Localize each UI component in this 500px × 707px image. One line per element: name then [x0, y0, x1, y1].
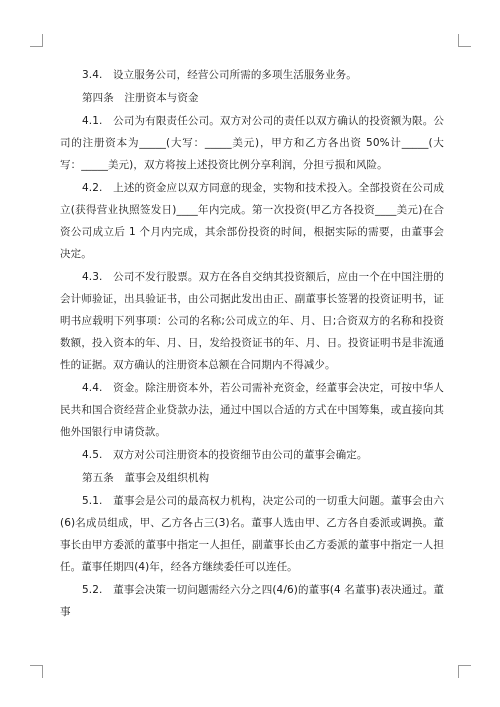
clause-4-2: 4.2. 上述的资金应以双方同意的现金，实物和技术投入。全部投资在公司成立(获得营业执照签发日)____年内完成。第一次投资(甲乙方各投资____美元)在合资公司成立后 1 个月内完成，其余部份投资的时间，根据实际的需要，由董事会决定。 — [60, 182, 444, 260]
crop-mark-bottom-right — [458, 665, 471, 678]
clause-5-1: 5.1. 董事会是公司的最高权力机构，决定公司的一切重大问题。董事会由六(6)名成员组成，甲、乙方各占三(3)名。董事人选由甲、乙方各自委派或调换。董事长由甲方委派的董事中指定一人担任，副董事长由乙方委派的董事中指定一人担任。董事任期四(4)年，经各方继续委任可以连任。 — [60, 495, 444, 573]
article-4-heading: 第四条 注册资本与资金 — [82, 92, 199, 104]
clause-4-1: 4.1. 公司为有限责任公司。双方对公司的责任以双方确认的投资额为限。公司的注册资本为_____(大写：_____美元)，甲方和乙方各出资 50%计_____(大写：_____美元)，双方将按上述投资比例分享利润，分担亏损和风险。 — [60, 115, 444, 171]
clause-4-4: 4.4. 资金。除注册资本外，若公司需补充资金，经董事会决定，可按中华人民共和国合资经营企业贷款办法，通过中国以合适的方式在中国筹集，或直接向其他外国银行申请贷款。 — [60, 382, 444, 438]
article-5-heading: 第五条 董事会及组织机构 — [82, 472, 210, 484]
crop-mark-bottom-left — [30, 665, 43, 678]
document-body — [60, 64, 444, 624]
crop-mark-top-left — [30, 34, 43, 47]
clause-3-4: 3.4. 设立服务公司，经营公司所需的多项生活服务业务。 — [82, 69, 357, 81]
crop-mark-top-right — [458, 34, 471, 47]
clause-4-3: 4.3. 公司不发行股票。双方在各自交纳其投资额后，应由一个在中国注册的会计师验证，出具验证书，由公司据此发出由正、副董事长签署的投资证明书，证明书应载明下列事项：公司的名称;公司成立的年、月、日;合资双方的名称和投资数额，投入资本的年、月、日，发给投资证书的年、月、日。投资证明书是非流通性的证据。双方确认的注册资本总额在合同期内不得减少。 — [60, 271, 444, 371]
clause-5-2: 5.2. 董事会决策一切问题需经六分之四(4/6)的董事(4 名董事)表决通过。董事 — [60, 584, 444, 618]
clause-4-5: 4.5. 双方对公司注册资本的投资细节由公司的董事会确定。 — [82, 449, 368, 461]
